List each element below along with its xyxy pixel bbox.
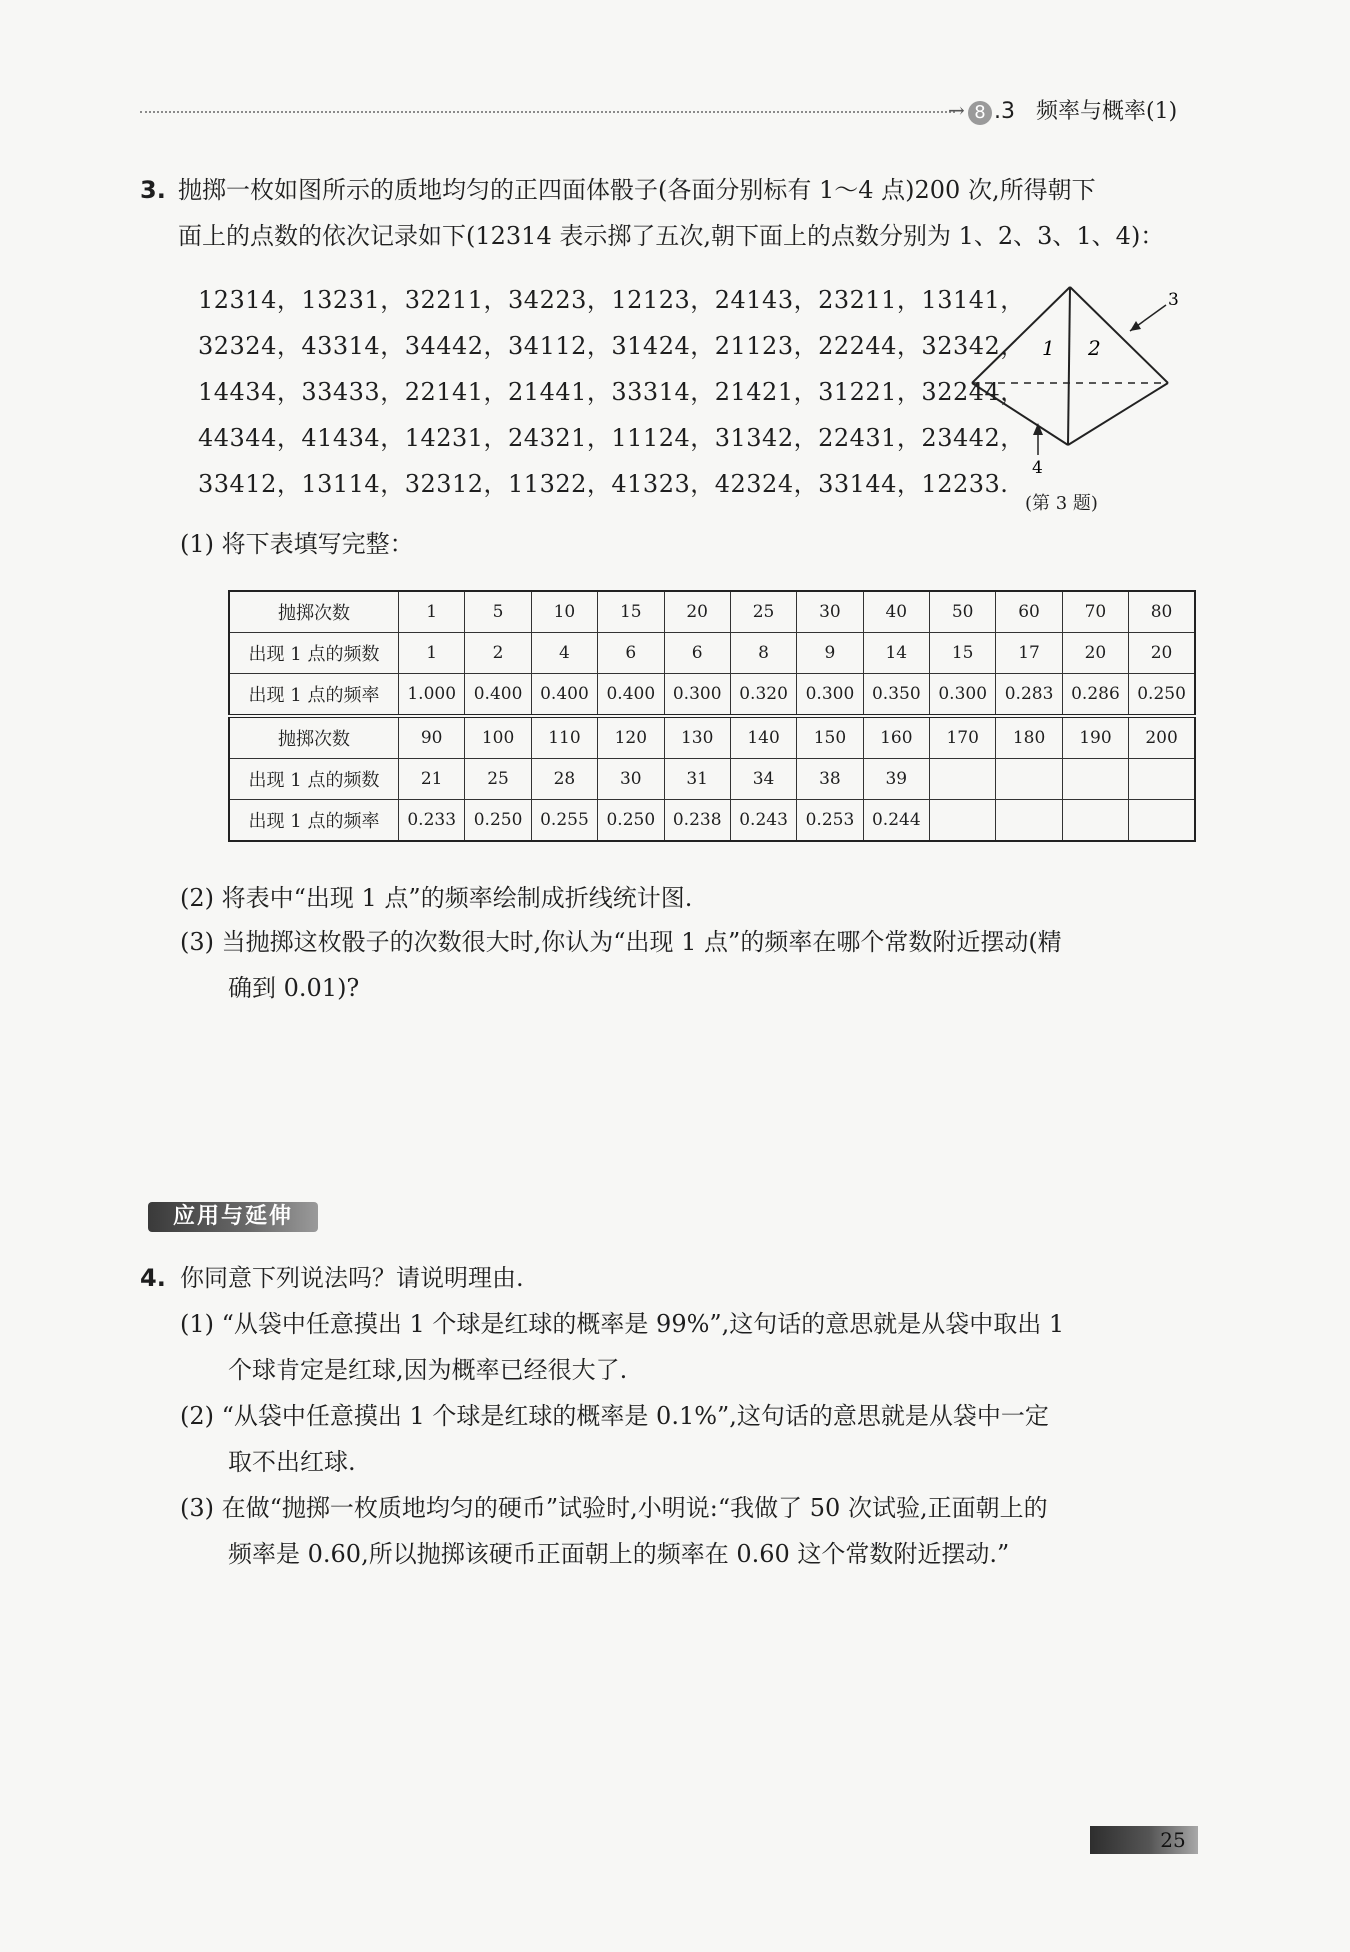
table-cell: 8 <box>730 633 796 674</box>
table-cell: 21 <box>399 759 465 800</box>
table-row <box>229 674 1195 717</box>
table-cell: 0.250 <box>598 800 664 842</box>
table-cell[interactable] <box>930 800 996 842</box>
table-cell: 40 <box>863 591 929 633</box>
tetra-edge-right <box>1070 287 1168 383</box>
table-cell: 180 <box>996 716 1062 759</box>
table-cell: 190 <box>1062 716 1128 759</box>
q4-sub3-line1: (3) 在做“抛掷一枚质地均匀的硬币”试验时,小明说:“我做了 50 次试验,正面朝上的 <box>180 1494 1048 1522</box>
table-row <box>229 633 1195 674</box>
table-cell: 90 <box>399 716 465 759</box>
header-title: 频率与概率(1) <box>1036 99 1178 124</box>
table-cell: 0.300 <box>797 674 863 717</box>
table-cell: 140 <box>730 716 796 759</box>
q3-sub1: (1) 将下表填写完整： <box>180 530 414 558</box>
table-cell: 0.250 <box>1129 674 1195 717</box>
q4-sub3-line2: 频率是 0.60,所以抛掷该硬币正面朝上的频率在 0.60 这个常数附近摆动.” <box>228 1540 1010 1568</box>
q4-text: 你同意下列说法吗？请说明理由. <box>180 1264 524 1292</box>
q3-text-line1: 抛掷一枚如图所示的质地均匀的正四面体骰子(各面分别标有 1～4 点)200 次,所得朝下 <box>178 176 1096 204</box>
table-cell: 10 <box>531 591 597 633</box>
table-cell: 0.283 <box>996 674 1062 717</box>
table-cell: 20 <box>664 591 730 633</box>
table-cell: 25 <box>730 591 796 633</box>
table-cell: 0.286 <box>1062 674 1128 717</box>
table-cell: 60 <box>996 591 1062 633</box>
table-cell[interactable] <box>1129 800 1195 842</box>
row-label: 抛掷次数 <box>229 591 399 633</box>
table-cell: 38 <box>797 759 863 800</box>
table-cell: 0.300 <box>664 674 730 717</box>
tetra-edge-bottom-right <box>1068 383 1168 445</box>
row-label: 出现 1 点的频率 <box>229 674 399 717</box>
row-label: 抛掷次数 <box>229 716 399 759</box>
table-cell[interactable] <box>1062 800 1128 842</box>
frequency-table <box>228 590 1196 842</box>
table-cell: 100 <box>465 716 531 759</box>
table-cell: 39 <box>863 759 929 800</box>
table-cell: 200 <box>1129 716 1195 759</box>
tetra-edge-bottom-left <box>972 383 1068 445</box>
table-cell: 0.253 <box>797 800 863 842</box>
table-cell: 6 <box>664 633 730 674</box>
table-cell: 0.300 <box>930 674 996 717</box>
table-cell: 160 <box>863 716 929 759</box>
frequency-table-body <box>229 591 1195 841</box>
table-row <box>229 800 1195 842</box>
q4-number: 4. <box>140 1264 166 1292</box>
arrow3-head <box>1130 321 1141 331</box>
table-cell: 9 <box>797 633 863 674</box>
header-rule <box>140 111 955 113</box>
table-cell: 30 <box>797 591 863 633</box>
table-row <box>229 716 1195 759</box>
table-cell: 80 <box>1129 591 1195 633</box>
q4-sub1-line1: (1) “从袋中任意摸出 1 个球是红球的概率是 99%”,这句话的意思就是从袋中取出 1 <box>180 1310 1065 1338</box>
face-label-3: 3 <box>1168 290 1179 310</box>
table-cell: 0.320 <box>730 674 796 717</box>
table-cell[interactable] <box>1062 759 1128 800</box>
q3-record-line: 14434，33433，22141，21441，33314，21421，31221，32244， <box>198 378 1025 406</box>
header-arrow-icon: → <box>948 98 965 122</box>
table-cell: 25 <box>465 759 531 800</box>
table-cell: 1 <box>399 633 465 674</box>
section-banner: 应用与延伸 <box>148 1202 318 1232</box>
table-cell: 17 <box>996 633 1062 674</box>
table-cell: 6 <box>598 633 664 674</box>
table-cell: 34 <box>730 759 796 800</box>
q3-number: 3. <box>140 176 166 204</box>
q3-record-line: 33412，13114，32312，11322，41323，42324，33144，12233. <box>198 470 1009 498</box>
table-cell: 20 <box>1129 633 1195 674</box>
table-cell: 0.255 <box>531 800 597 842</box>
table-row <box>229 759 1195 800</box>
table-cell: 30 <box>598 759 664 800</box>
table-cell: 20 <box>1062 633 1128 674</box>
table-cell: 50 <box>930 591 996 633</box>
row-label: 出现 1 点的频数 <box>229 633 399 674</box>
face-label-4: 4 <box>1032 458 1043 475</box>
q3-text-line2: 面上的点数的依次记录如下(12314 表示掷了五次,朝下面上的点数分别为 1、2、3、1、4)： <box>178 222 1165 250</box>
table-cell: 28 <box>531 759 597 800</box>
page-number: 25 <box>1160 1828 1186 1852</box>
table-cell: 1.000 <box>399 674 465 717</box>
face-label-1: 1 <box>1042 336 1055 360</box>
table-cell[interactable] <box>1129 759 1195 800</box>
table-row <box>229 591 1195 633</box>
row-label: 出现 1 点的频数 <box>229 759 399 800</box>
q3-record-line: 32324，43314，34442，34112，31424，21123，22244，32342， <box>198 332 1025 360</box>
table-cell: 15 <box>598 591 664 633</box>
header-section-number <box>968 98 1015 126</box>
table-cell: 15 <box>930 633 996 674</box>
q4-sub2-line2: 取不出红球. <box>228 1448 356 1476</box>
table-cell: 0.243 <box>730 800 796 842</box>
q4-sub2-line1: (2) “从袋中任意摸出 1 个球是红球的概率是 0.1%”,这句话的意思就是从袋中一定 <box>180 1402 1049 1430</box>
q3-record-line: 12314，13231，32211，34223，12123，24143，23211，13141， <box>198 286 1025 314</box>
q3-sub2: (2) 将表中“出现 1 点”的频率绘制成折线统计图. <box>180 884 693 912</box>
q4-sub1-line2: 个球肯定是红球,因为概率已经很大了. <box>228 1356 628 1384</box>
table-cell: 0.400 <box>598 674 664 717</box>
table-cell[interactable] <box>930 759 996 800</box>
table-cell: 31 <box>664 759 730 800</box>
tetra-edge-left <box>972 287 1070 383</box>
table-cell: 170 <box>930 716 996 759</box>
table-cell: 0.244 <box>863 800 929 842</box>
q3-record-line: 44344，41434，14231，24321，11124，31342，22431，23442， <box>198 424 1025 452</box>
q3-sub3-line1: (3) 当抛掷这枚骰子的次数很大时,你认为“出现 1 点”的频率在哪个常数附近摆动(精 <box>180 928 1062 956</box>
tetrahedron-figure <box>960 275 1190 475</box>
section-suffix: .3 <box>994 99 1015 124</box>
table-cell[interactable] <box>996 800 1062 842</box>
table-cell: 130 <box>664 716 730 759</box>
table-cell: 0.350 <box>863 674 929 717</box>
table-cell: 0.250 <box>465 800 531 842</box>
chapter-circle: 8 <box>968 101 992 125</box>
table-cell: 4 <box>531 633 597 674</box>
face-label-2: 2 <box>1088 336 1101 360</box>
table-cell: 0.400 <box>531 674 597 717</box>
row-label: 出现 1 点的频率 <box>229 800 399 842</box>
tetra-edge-front <box>1068 287 1070 445</box>
figure-caption: (第 3 题) <box>1025 493 1098 514</box>
table-cell: 2 <box>465 633 531 674</box>
table-cell: 120 <box>598 716 664 759</box>
table-cell: 5 <box>465 591 531 633</box>
table-cell: 0.238 <box>664 800 730 842</box>
table-cell: 14 <box>863 633 929 674</box>
table-cell: 1 <box>399 591 465 633</box>
table-cell: 150 <box>797 716 863 759</box>
table-cell: 0.400 <box>465 674 531 717</box>
table-cell: 0.233 <box>399 800 465 842</box>
q3-sub3-line2: 确到 0.01)? <box>228 974 360 1002</box>
table-cell: 70 <box>1062 591 1128 633</box>
table-cell[interactable] <box>996 759 1062 800</box>
table-cell: 110 <box>531 716 597 759</box>
